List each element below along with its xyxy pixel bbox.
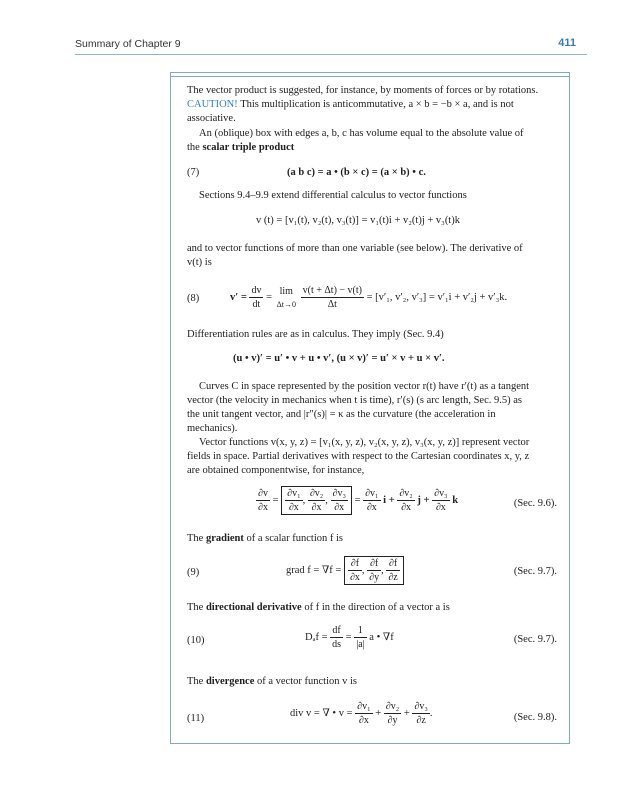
p6-line4: mechanics). bbox=[187, 423, 238, 434]
eq8-lhs: v′ = bbox=[230, 291, 247, 303]
running-header: Summary of Chapter 9 bbox=[75, 38, 181, 50]
p6-line3: the unit tangent vector, and |r″(s)| = κ as the curvature (the acceleration in bbox=[187, 409, 496, 420]
p2-line2-pre: the bbox=[187, 142, 200, 153]
eq8-expression: v′ = $\frac{dv}{dt}$ = lim Δt→0 $\frac{v(t + \Delta t) - v(t)}{\Delta t}$ = [v′₁, v′₂, v′₃] = v′₁i + v′₂j + v′₃k. bbox=[230, 285, 508, 310]
p6-line2: vector (the velocity in mechanics when t is time), r′(s) (s arc length, Sec. 9.5) as bbox=[187, 395, 522, 406]
p7-line1: Vector functions v(x, y, z) = [v₁(x, y, z), v₂(x, y, z), v₃(x, y, z)] represent vector bbox=[199, 437, 530, 448]
directional-derivative-term: directional derivative bbox=[205, 602, 302, 613]
page-number: 411 bbox=[558, 37, 576, 49]
p1-line3: associative. bbox=[187, 113, 236, 124]
p1-line1: The vector product is suggested, for instance, by moments of forces or by rotations. bbox=[187, 85, 539, 96]
p1-line2-text: This multiplication is anticommutative, a × b = −b × a, and is not bbox=[240, 99, 514, 110]
eq-partial-lhs: $\frac{\partial v}{\partial x}$ bbox=[258, 488, 268, 513]
p1-line2 bbox=[187, 98, 514, 111]
eq10-expression: Dₐf = $\frac{df}{ds}$ = $\frac{1}{|a|}$ a • ∇f bbox=[305, 625, 394, 650]
ref-sec-9-6: (Sec. 9.6). bbox=[513, 498, 557, 509]
eq8-number: (8) bbox=[187, 293, 200, 304]
p2-line2 bbox=[187, 141, 294, 154]
eq8-limit: lim Δt→0 bbox=[276, 285, 296, 309]
p9-text: The directional derivative of f in the direction of a vector a is bbox=[187, 602, 450, 613]
ref-sec-9-7-b: (Sec. 9.7). bbox=[513, 634, 557, 645]
eq9-expression: grad f = ∇f = $\frac{\partial f}{\partial x}$ , $\frac{\partial f}{\partial y}$ , $\frac{\partial f}{\partial z}$ bbox=[286, 556, 404, 585]
eq11-number: (11) bbox=[187, 713, 205, 724]
eq-partial-derivative: $\frac{\partial v}{\partial x}$ = $\frac{\text{∂v₁}}{\partial x}$ , $\frac{\text{∂v₂}}{\partial x}$ , $\frac{\text{∂v₃}}{\partial x}$ = $\frac{\text{∂v₁}}{\partial x}$ i + $\frac{\text{∂v₂}}{\partial x}$ j + $\frac{\text{∂v₃}}{\partial x}$ k bbox=[258, 488, 459, 513]
p7-line2: fields in space. Partial derivatives with respect to the Cartesian coordinates x, y, z bbox=[187, 451, 530, 462]
p5-text: Differentiation rules are as in calculus. They imply (Sec. 9.4) bbox=[187, 329, 444, 340]
caution-label: CAUTION! bbox=[187, 99, 238, 110]
eq8-difference-quotient: $\frac{v(t + \Delta t) - v(t)}{\Delta t}$ bbox=[302, 285, 362, 310]
ref-sec-9-8: (Sec. 9.8). bbox=[513, 712, 557, 723]
eq10-number: (10) bbox=[187, 635, 205, 646]
divergence-term: divergence bbox=[205, 676, 255, 687]
ref-sec-9-7-a: (Sec. 9.7). bbox=[513, 566, 557, 577]
p6-line1: Curves C in space represented by the position vector r(t) have r′(t) as a tangent bbox=[199, 381, 530, 392]
p3-text: Sections 9.4–9.9 extend differential calculus to vector functions bbox=[199, 190, 467, 201]
eq9-number: (9) bbox=[187, 567, 200, 578]
summary-box-rule bbox=[170, 76, 570, 77]
p4-line2: v(t) is bbox=[187, 257, 212, 268]
eq11-expression: div v = ∇ • v = $\frac{\text{∂v₁}}{\partial x}$ + $\frac{\text{∂v₂}}{\partial y}$ + $\frac{\text{∂v₃}}{\partial z}$ . bbox=[290, 701, 433, 726]
eq8-rhs: = [v′₁, v′₂, v′₃] = v′₁i + v′₂j + v′₃k. bbox=[366, 291, 508, 303]
p4-line1: and to vector functions of more than one variable (see below). The derivative of bbox=[187, 243, 523, 254]
eq7-number: (7) bbox=[187, 167, 200, 178]
eq-product-rules: (u • v)′ = u′ • v + u • v′, (u × v)′ = u′ × v + u × v′. bbox=[233, 353, 445, 364]
eq-vector-function: v (t) = [v₁(t), v₂(t), v₃(t)] = v₁(t)i + v₂(t)j + v₃(t)k bbox=[256, 215, 460, 226]
eq8-dv-dt: $\frac{dv}{dt}$ bbox=[251, 285, 262, 310]
p2-line1: An (oblique) box with edges a, b, c has volume equal to the absolute value of bbox=[199, 128, 524, 139]
header-rule bbox=[75, 54, 587, 55]
p7-line3: are obtained componentwise, for instance, bbox=[187, 465, 365, 476]
p8-text: The gradient of a scalar function f is bbox=[187, 533, 344, 544]
p10-text: The divergence of a vector function v is bbox=[187, 676, 357, 687]
eq-partial-components: $\frac{\text{∂v₁}}{\partial x}$ , $\frac{\text{∂v₂}}{\partial x}$ , $\frac{\text{∂v₃}}{\partial x}$ bbox=[281, 486, 352, 515]
scalar-triple-product-term: scalar triple product bbox=[202, 142, 295, 153]
eq7-body: (a b c) = a • (b × c) = (a × b) • c. bbox=[287, 167, 426, 178]
gradient-term: gradient bbox=[205, 533, 244, 544]
